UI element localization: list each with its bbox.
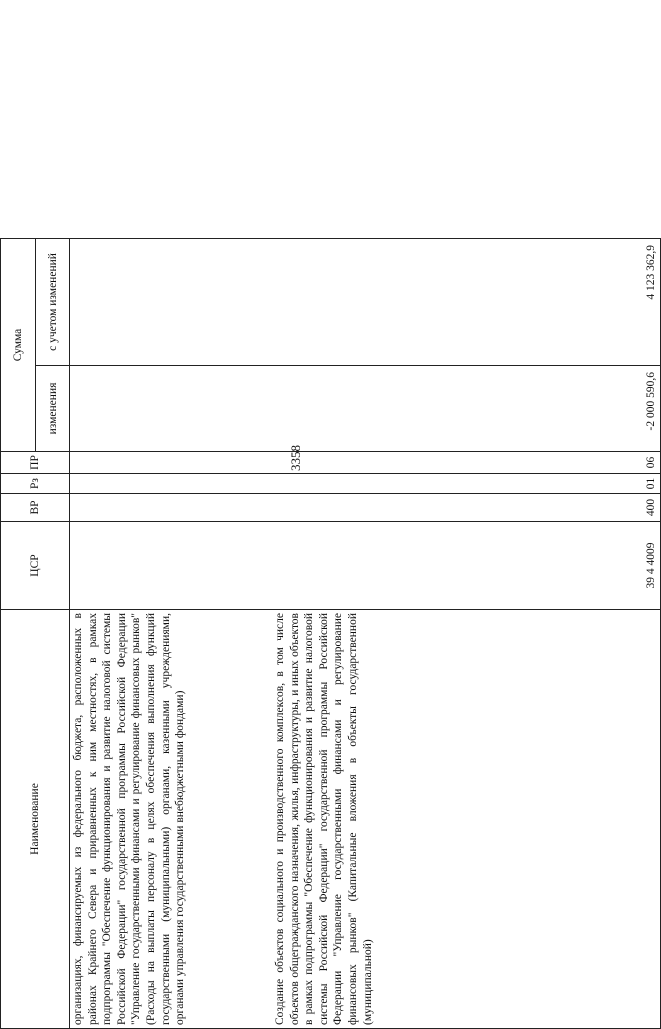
table-body — [70, 238, 661, 1028]
row-csr — [70, 522, 273, 610]
budget-table-container — [0, 239, 658, 1029]
header-rz: Рз — [1, 474, 70, 494]
row-name: Создание объектов социального и производственного комплексов, в том числе объектов общегражданского назначения, жилья, инфраструктуры, и иных объектов в рамках подпрограммы "Обеспечение функционирования и развитие налоговой системы Российской Федерации" государственной программы Российской Федерации "Управление государственными финансами и регулирование финансовых рынков" (Капитальные вложения в объекты государственной (муниципальной) — [272, 610, 661, 1029]
row-changes: -2 000 590,6 — [272, 366, 661, 452]
header-sum: Сумма — [1, 238, 36, 451]
row-with-changes — [70, 238, 273, 365]
row-vr: 400 — [272, 494, 661, 522]
header-changes: изменения — [36, 366, 70, 452]
page-number: 3358 — [288, 445, 303, 471]
table-row — [272, 238, 661, 1028]
row-pr — [70, 452, 273, 474]
header-name: Наименование — [1, 610, 70, 1029]
row-rz — [70, 474, 273, 494]
header-pr: ПР — [1, 452, 70, 474]
row-pr: 06 — [272, 452, 661, 474]
row-rz: 01 — [272, 474, 661, 494]
row-name: организациях, финансируемых из федерального бюджета, расположенных в районах Крайнего Севера и приравненных к ним местностях, в рамках подпрограммы "Обеспечение функционирования и развитие налоговой системы Российской Федерации" государственной программы Российской Федерации "Управление государственными финансами и регулирование финансовых рынков" (Расходы на выплаты персоналу в целях обеспечения выполнения функций государственными (муниципальными) органами, казенными учреждениями, органами управления государственными внебюджетными фондами) — [70, 610, 273, 1029]
header-csr: ЦСР — [1, 522, 70, 610]
row-changes — [70, 366, 273, 452]
header-with-changes: с учетом изменений — [36, 238, 70, 365]
budget-table — [0, 238, 661, 1029]
row-vr — [70, 494, 273, 522]
row-csr: 39 4 4009 — [272, 522, 661, 610]
table-header — [1, 238, 70, 1028]
row-with-changes: 4 123 362,9 — [272, 238, 661, 365]
table-row — [70, 238, 273, 1028]
header-vr: ВР — [1, 494, 70, 522]
